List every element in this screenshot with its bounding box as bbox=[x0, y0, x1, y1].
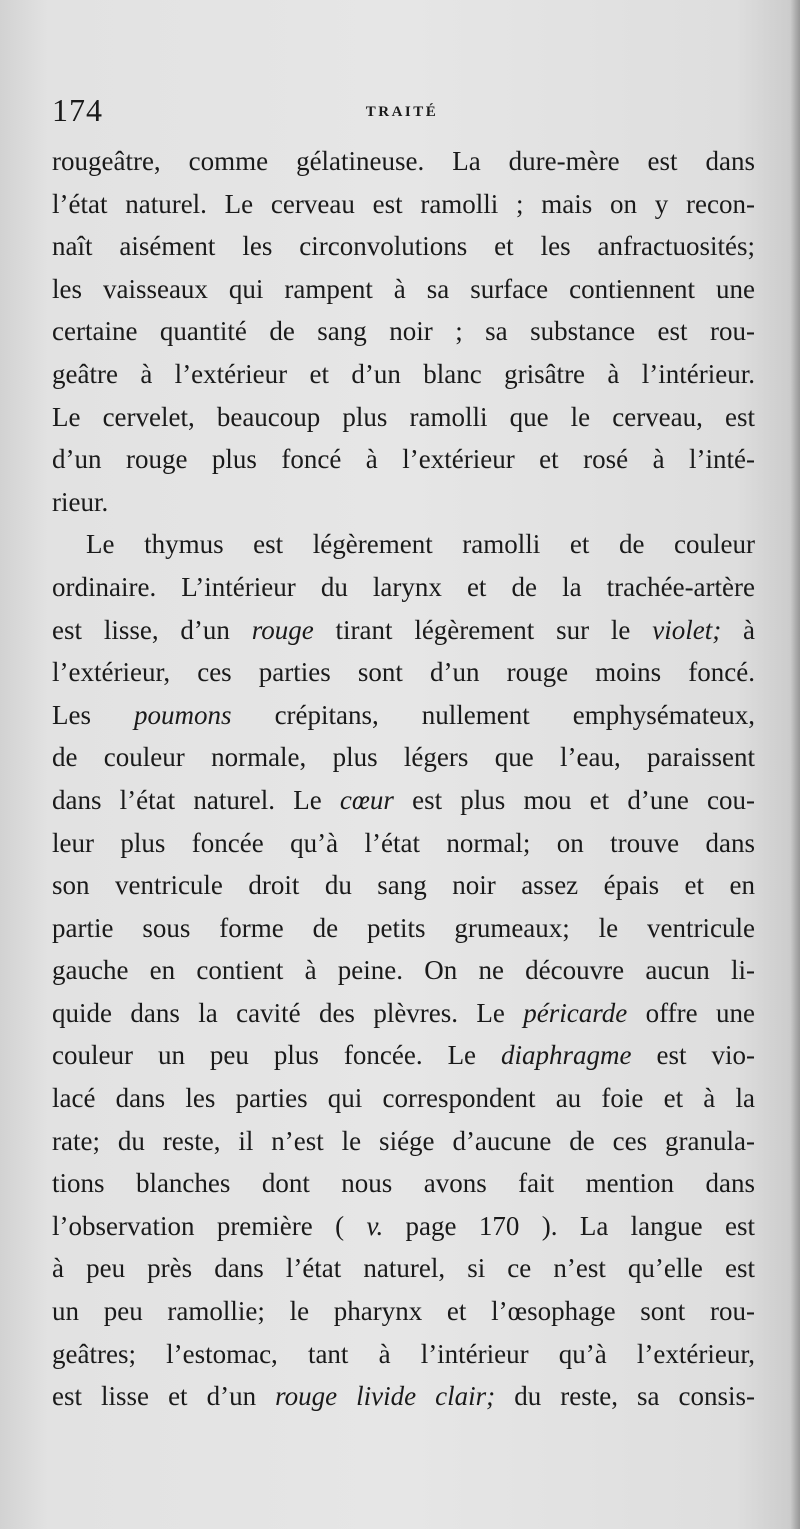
text-line bbox=[52, 1205, 755, 1248]
italic-text-segment: v. bbox=[366, 1210, 384, 1241]
text-segment: à bbox=[721, 614, 755, 645]
text-line bbox=[52, 225, 755, 268]
text-line bbox=[52, 1333, 755, 1376]
text-segment: tirant légèrement sur le bbox=[313, 614, 653, 645]
text-segment: est lisse, d’un bbox=[52, 614, 252, 645]
text-line bbox=[52, 1375, 755, 1418]
text-segment: leur plus foncée qu’à l’état normal; on trouve dans bbox=[52, 827, 755, 858]
text-segment: rate; du reste, il n’est le siége d’aucune de ces granula- bbox=[52, 1125, 755, 1156]
text-segment: un peu ramollie; le pharynx et l’œsophage sont rou- bbox=[52, 1296, 755, 1327]
text-line bbox=[52, 1162, 755, 1205]
text-segment: geâtre à l’extérieur et d’un blanc grisâtre à l’intérieur. bbox=[52, 358, 755, 389]
text-line bbox=[52, 694, 755, 737]
italic-text-segment: péricarde bbox=[523, 997, 628, 1028]
text-line bbox=[52, 736, 755, 779]
italic-text-segment: cœur bbox=[339, 784, 394, 815]
text-segment: page 170 ). La langue est bbox=[383, 1210, 755, 1241]
text-line bbox=[52, 907, 755, 950]
text-segment: d’un rouge plus foncé à l’extérieur et rosé à l’inté- bbox=[52, 444, 755, 475]
text-segment: offre une bbox=[627, 997, 755, 1028]
text-line bbox=[52, 268, 755, 311]
text-segment: Les bbox=[52, 699, 135, 730]
text-segment: gauche en contient à peine. On ne découvre aucun li- bbox=[52, 955, 755, 986]
text-line bbox=[52, 1034, 755, 1077]
text-line bbox=[52, 310, 755, 353]
text-segment: partie sous forme de petits grumeaux; le ventricule bbox=[52, 912, 755, 943]
text-segment: crépitans, nullement emphysémateux, bbox=[231, 699, 755, 730]
italic-text-segment: rouge bbox=[251, 614, 314, 645]
text-line bbox=[52, 992, 755, 1035]
italic-text-segment: diaphragme bbox=[501, 1040, 632, 1071]
text-line bbox=[52, 1290, 755, 1333]
running-title: TRAITÉ bbox=[365, 104, 439, 120]
text-segment: est plus mou et d’une cou- bbox=[393, 784, 755, 815]
text-line bbox=[52, 1247, 755, 1290]
text-segment: l’observation première ( bbox=[52, 1210, 367, 1241]
text-line bbox=[52, 183, 755, 226]
text-segment: quide dans la cavité des plèvres. Le bbox=[52, 997, 524, 1028]
text-segment: Le cervelet, beaucoup plus ramolli que le cerveau, est bbox=[52, 401, 755, 432]
text-segment: de couleur normale, plus légers que l’eau, paraissent bbox=[52, 742, 755, 773]
text-line bbox=[52, 566, 755, 609]
text-segment: les vaisseaux qui rampent à sa surface contiennent une bbox=[52, 273, 755, 304]
text-line bbox=[52, 481, 755, 524]
text-segment: à peu près dans l’état naturel, si ce n’est qu’elle est bbox=[52, 1253, 755, 1284]
text-segment: du reste, sa consis- bbox=[495, 1381, 756, 1412]
text-line bbox=[52, 651, 755, 694]
page-edge-shadow bbox=[790, 0, 800, 1529]
italic-text-segment: rouge livide clair; bbox=[275, 1381, 496, 1412]
text-segment: lacé dans les parties qui correspondent au foie et à la bbox=[52, 1083, 755, 1114]
text-segment: Le thymus est légèrement ramolli et de couleur bbox=[86, 529, 755, 560]
text-line bbox=[52, 140, 755, 183]
text-segment: son ventricule droit du sang noir assez épais et en bbox=[52, 870, 755, 901]
text-line bbox=[52, 864, 755, 907]
text-segment: rougeâtre, comme gélatineuse. La dure-mère est dans bbox=[52, 146, 755, 176]
body-text bbox=[52, 140, 755, 1418]
text-segment: rieur. bbox=[52, 486, 109, 517]
text-line bbox=[52, 1120, 755, 1163]
text-segment: naît aisément les circonvolutions et les anfractuosités; bbox=[52, 231, 755, 262]
text-line bbox=[52, 822, 755, 865]
text-line bbox=[52, 396, 755, 439]
text-segment: l’état naturel. Le cerveau est ramolli ; mais on y recon- bbox=[52, 188, 755, 219]
text-line bbox=[52, 523, 755, 566]
italic-text-segment: violet; bbox=[652, 614, 722, 645]
text-segment: dans l’état naturel. Le bbox=[52, 784, 340, 815]
text-line bbox=[52, 609, 755, 652]
text-segment: l’extérieur, ces parties sont d’un rouge moins foncé. bbox=[52, 657, 755, 688]
page-header bbox=[52, 92, 752, 132]
text-line bbox=[52, 779, 755, 822]
text-line bbox=[52, 949, 755, 992]
text-segment: tions blanches dont nous avons fait mention dans bbox=[52, 1168, 755, 1199]
text-segment: certaine quantité de sang noir ; sa substance est rou- bbox=[52, 316, 755, 347]
text-segment: ordinaire. L’intérieur du larynx et de la trachée-artère bbox=[52, 571, 755, 602]
text-segment: est lisse et d’un bbox=[52, 1381, 276, 1412]
text-segment: est vio- bbox=[631, 1040, 755, 1071]
text-line bbox=[52, 353, 755, 396]
italic-text-segment: poumons bbox=[134, 699, 232, 730]
text-line bbox=[52, 438, 755, 481]
page-number: 174 bbox=[52, 92, 103, 128]
text-segment: geâtres; l’estomac, tant à l’intérieur qu’à l’extérieur, bbox=[52, 1338, 755, 1369]
text-segment: couleur un peu plus foncée. Le bbox=[52, 1040, 502, 1071]
text-line bbox=[52, 1077, 755, 1120]
